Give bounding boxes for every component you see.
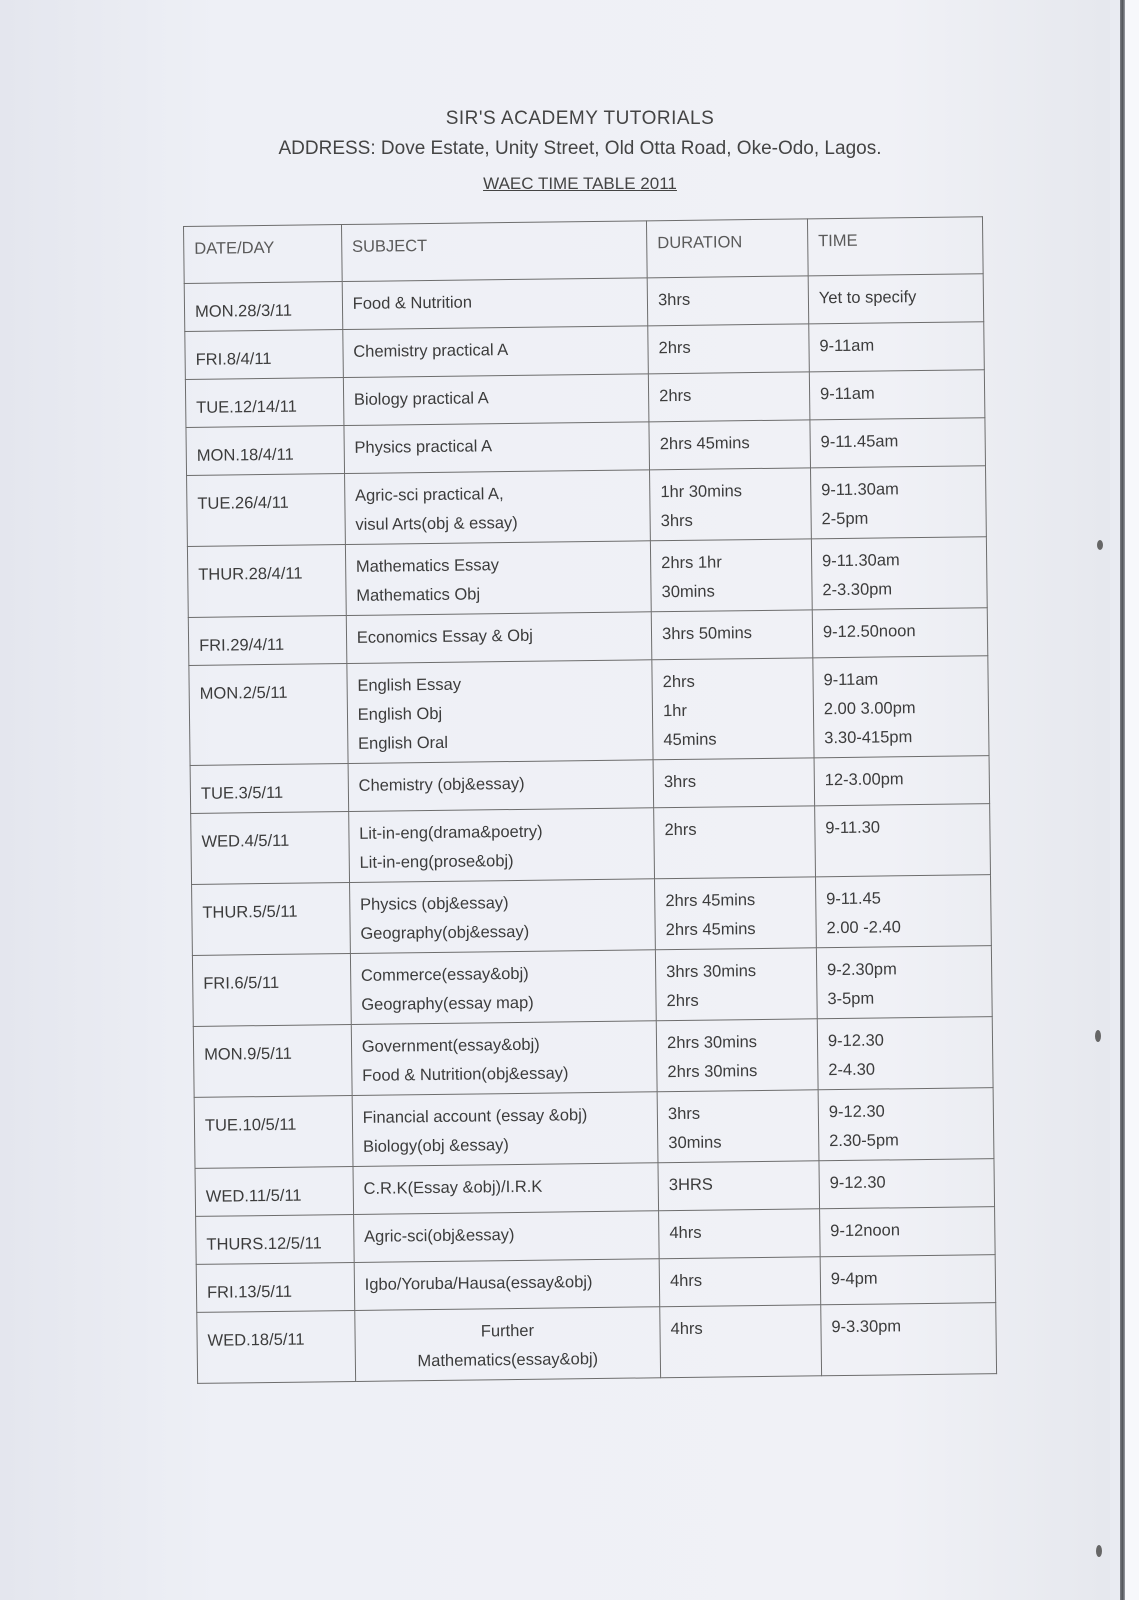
table-row xyxy=(194,1088,994,1169)
time-line: 2-4.30 xyxy=(828,1060,876,1080)
time-line: 9-4pm xyxy=(830,1269,878,1289)
col-header-duration: DURATION xyxy=(647,219,808,278)
cell-time xyxy=(810,466,986,539)
academy-address: ADDRESS: Dove Estate, Unity Street, Old Otta Road, Oke-Odo, Lagos. xyxy=(278,138,882,159)
table-row xyxy=(193,1017,993,1098)
table-row xyxy=(192,946,992,1027)
subject-line: Physics practical A xyxy=(354,437,493,457)
subject-line: Chemistry (obj&essay) xyxy=(358,774,525,795)
subject-line: Lit-in-eng(prose&obj) xyxy=(359,852,514,872)
scan-margin xyxy=(1125,0,1139,1600)
cell-time xyxy=(811,537,987,610)
subject-line: Mathematics Obj xyxy=(356,585,481,605)
time-line: 9-12.30 xyxy=(828,1102,885,1122)
cell-duration xyxy=(654,806,816,879)
time-line: 9-3.30pm xyxy=(831,1317,902,1337)
time-line: 9-12.50noon xyxy=(822,622,916,642)
subject-line: Chemistry practical A xyxy=(353,341,509,361)
subject-line: Lit-in-eng(drama&poetry) xyxy=(359,822,543,843)
subject-line: Food & Nutrition(obj&essay) xyxy=(362,1064,569,1085)
subject-line: Geography(essay map) xyxy=(361,993,534,1014)
cell-subject xyxy=(344,470,650,545)
col-header-date: DATE/DAY xyxy=(184,225,342,284)
timetable-subtitle-text: WAEC TIME TABLE 2011 xyxy=(483,174,677,193)
cell-duration xyxy=(651,610,812,660)
cell-date: MON.2/5/11 xyxy=(189,664,348,766)
subject-line: Physics (obj&essay) xyxy=(359,894,509,914)
cell-date: FRI.29/4/11 xyxy=(188,616,346,666)
cell-subject xyxy=(352,1092,658,1167)
time-line: 9-11am xyxy=(819,336,875,356)
cell-subject xyxy=(350,950,656,1025)
cell-time xyxy=(816,946,992,1019)
duration-line: 2hrs 1hr xyxy=(661,553,722,573)
cell-subject xyxy=(344,422,650,474)
timetable-subtitle xyxy=(180,174,980,194)
duration-line: 2hrs 45mins xyxy=(665,920,756,940)
cell-duration xyxy=(659,1209,820,1259)
cell-date: FRI.13/5/11 xyxy=(196,1262,354,1312)
duration-line: 2hrs xyxy=(658,338,691,358)
cell-subject xyxy=(348,760,654,812)
duration-line: 3hrs xyxy=(663,772,697,792)
time-line: 9-11.30am xyxy=(821,480,899,500)
cell-time xyxy=(812,608,988,658)
paper-edge xyxy=(1120,0,1125,1600)
table-row xyxy=(187,537,987,618)
cell-time xyxy=(819,1207,995,1257)
subject-line: Biology(obj &essay) xyxy=(362,1136,509,1156)
subject-line: English Oral xyxy=(357,733,449,753)
cell-date: FRI.8/4/11 xyxy=(185,330,343,380)
time-line: 9-12.30 xyxy=(829,1173,886,1193)
subject-line: Financial account (essay &obj) xyxy=(362,1106,588,1127)
cell-duration xyxy=(657,1090,819,1163)
subject-line: Agric-sci practical A, xyxy=(354,485,504,505)
time-line: Yet to specify xyxy=(818,288,917,308)
duration-line: 3hrs xyxy=(667,1104,701,1124)
cell-date: THURS.12/5/11 xyxy=(196,1214,354,1264)
duration-line: 1hr xyxy=(662,701,688,721)
cell-date: TUE.26/4/11 xyxy=(187,474,346,547)
cell-subject xyxy=(349,879,655,954)
time-line: 9-11.30am xyxy=(821,551,900,571)
cell-time xyxy=(808,274,984,324)
cell-time xyxy=(821,1303,997,1376)
duration-line: 2hrs xyxy=(664,820,697,840)
subject-line: visul Arts(obj & essay) xyxy=(355,513,518,534)
cell-duration xyxy=(656,1019,818,1092)
cell-date: WED.11/5/11 xyxy=(195,1166,353,1216)
subject-line: English Obj xyxy=(357,704,443,724)
subject-line: Food & Nutrition xyxy=(352,293,473,313)
subject-line: Geography(obj&essay) xyxy=(360,922,530,943)
cell-duration xyxy=(653,758,814,808)
cell-date: WED.18/5/11 xyxy=(197,1310,356,1383)
time-line: 9-11.30 xyxy=(825,818,881,838)
table-row xyxy=(191,804,991,885)
cell-duration xyxy=(647,276,808,326)
duration-line: 30mins xyxy=(661,582,715,602)
cell-subject xyxy=(342,278,648,330)
col-header-subject: SUBJECT xyxy=(341,221,647,282)
subject-line: Agric-sci(obj&essay) xyxy=(364,1226,515,1246)
duration-line: 4hrs xyxy=(669,1223,702,1243)
cell-duration xyxy=(658,1161,819,1211)
duration-line: 2hrs 45mins xyxy=(665,891,756,911)
duration-line: 2hrs 45mins xyxy=(659,434,750,454)
duration-line: 3hrs xyxy=(660,511,693,531)
time-line: 9-11.45 xyxy=(826,889,882,909)
cell-date: MON.28/3/11 xyxy=(184,282,342,332)
cell-time xyxy=(817,1017,993,1090)
cell-date: FRI.6/5/11 xyxy=(192,954,351,1027)
subject-line: Mathematics(essay&obj) xyxy=(417,1350,599,1371)
time-line: 2.30-5pm xyxy=(829,1131,899,1151)
time-line: 9-2.30pm xyxy=(826,960,897,980)
cell-duration xyxy=(649,420,810,470)
cell-duration xyxy=(655,948,817,1021)
duration-line: 3hrs xyxy=(657,290,691,310)
subject-line: Igbo/Yoruba/Hausa(essay&obj) xyxy=(364,1273,593,1294)
duration-line: 2hrs xyxy=(662,672,695,692)
cell-time xyxy=(810,418,986,468)
academy-title: SIR'S ACADEMY TUTORIALS xyxy=(445,108,715,129)
cell-subject xyxy=(345,541,651,616)
subject-line: Economics Essay & Obj xyxy=(356,626,533,647)
table-row xyxy=(197,1303,997,1384)
time-line: 3-5pm xyxy=(827,989,875,1009)
cell-date: THUR.28/4/11 xyxy=(187,545,346,618)
cell-duration xyxy=(650,539,812,612)
timetable xyxy=(183,216,997,1384)
punch-mark xyxy=(1096,1545,1102,1557)
duration-line: 3hrs 50mins xyxy=(662,624,753,644)
cell-duration xyxy=(648,324,809,374)
table-header-row xyxy=(184,217,984,284)
time-line: 9-11.45am xyxy=(820,432,899,452)
cell-duration xyxy=(655,877,817,950)
col-header-time: TIME xyxy=(807,217,983,276)
cell-subject xyxy=(343,374,649,426)
cell-subject xyxy=(343,326,649,378)
cell-date: TUE.3/5/11 xyxy=(190,764,348,814)
cell-subject xyxy=(351,1021,657,1096)
cell-subject xyxy=(353,1211,659,1263)
duration-line: 2hrs 30mins xyxy=(667,1062,758,1082)
time-line: 9-11am xyxy=(823,670,879,690)
cell-subject xyxy=(354,1259,660,1311)
cell-date: TUE.12/14/11 xyxy=(185,378,343,428)
duration-line: 4hrs xyxy=(669,1271,703,1291)
cell-time xyxy=(815,804,991,877)
duration-line: 30mins xyxy=(668,1133,722,1153)
cell-time xyxy=(818,1088,994,1161)
time-line: 3.30-415pm xyxy=(824,728,913,748)
cell-time xyxy=(813,656,989,758)
punch-mark xyxy=(1095,1030,1101,1042)
table-row xyxy=(192,875,992,956)
cell-date: WED.4/5/11 xyxy=(191,812,350,885)
cell-date: MON.18/4/11 xyxy=(186,426,344,476)
subject-line: Further xyxy=(480,1321,535,1341)
time-line: 9-11am xyxy=(819,384,875,404)
duration-line: 3hrs 30mins xyxy=(666,962,757,982)
subject-line: C.R.K(Essay &obj)/I.R.K xyxy=(363,1177,543,1198)
subject-line: English Essay xyxy=(357,675,462,695)
duration-line: 45mins xyxy=(663,730,717,750)
subject-line: Biology practical A xyxy=(353,389,489,409)
cell-subject xyxy=(348,808,654,883)
cell-time xyxy=(820,1255,996,1305)
cell-duration xyxy=(650,468,812,541)
cell-subject xyxy=(346,612,652,664)
time-line: 2-5pm xyxy=(821,509,869,529)
timetable-body xyxy=(184,274,996,1384)
table-row xyxy=(187,466,987,547)
cell-date: TUE.10/5/11 xyxy=(194,1096,353,1169)
duration-line: 1hr 30mins xyxy=(660,482,743,502)
time-line: 2-3.30pm xyxy=(822,580,893,600)
subject-line: Government(essay&obj) xyxy=(361,1035,540,1056)
time-line: 2.00 3.00pm xyxy=(823,699,916,719)
duration-line: 2hrs xyxy=(666,991,699,1011)
time-line: 9-12noon xyxy=(830,1221,901,1241)
cell-duration xyxy=(648,372,809,422)
subject-line: Commerce(essay&obj) xyxy=(360,964,529,985)
time-line: 12-3.00pm xyxy=(824,770,904,790)
cell-time xyxy=(814,756,990,806)
cell-duration xyxy=(659,1257,820,1307)
cell-subject xyxy=(355,1307,661,1382)
cell-subject xyxy=(347,660,654,764)
duration-line: 4hrs xyxy=(670,1319,703,1339)
cell-time xyxy=(809,370,985,420)
subject-line: Mathematics Essay xyxy=(355,556,500,576)
cell-subject xyxy=(353,1163,659,1215)
cell-duration xyxy=(652,658,814,760)
duration-line: 3HRS xyxy=(668,1175,713,1195)
duration-line: 2hrs xyxy=(659,386,692,406)
table-row xyxy=(189,656,989,766)
cell-date: THUR.5/5/11 xyxy=(192,883,351,956)
time-line: 2.00 -2.40 xyxy=(826,918,901,938)
time-line: 9-12.30 xyxy=(827,1031,884,1051)
cell-duration xyxy=(660,1305,822,1378)
cell-time xyxy=(815,875,991,948)
cell-time xyxy=(819,1159,995,1209)
duration-line: 2hrs 30mins xyxy=(667,1033,758,1053)
cell-time xyxy=(809,322,985,372)
cell-date: MON.9/5/11 xyxy=(193,1025,352,1098)
punch-mark xyxy=(1097,540,1103,550)
